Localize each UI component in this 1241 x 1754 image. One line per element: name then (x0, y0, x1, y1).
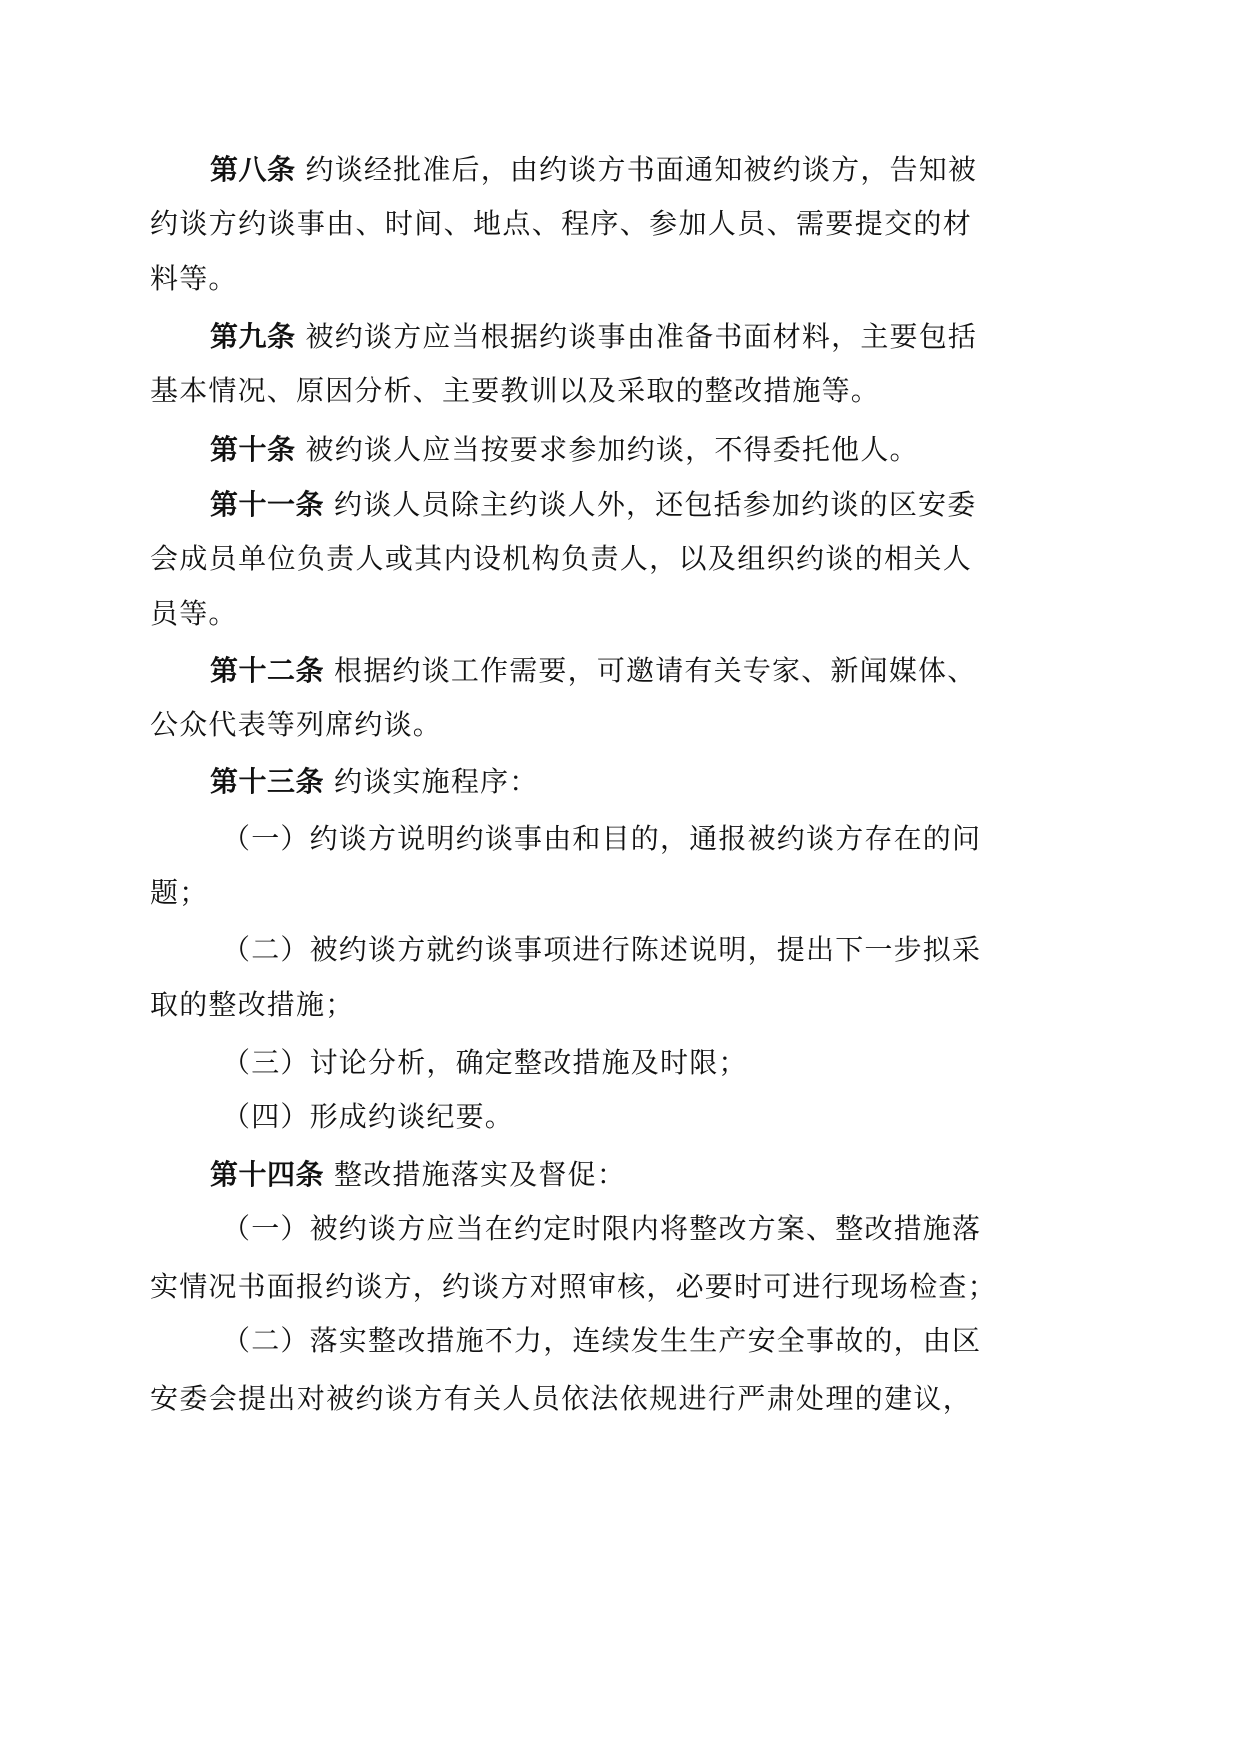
paragraph-text: 根据约谈工作需要，可邀请有关专家、新闻媒体、 (334, 654, 977, 687)
article-9-line-1 (210, 317, 978, 357)
paragraph-text: 约谈人员除主约谈人外，还包括参加约谈的区安委 (334, 488, 977, 521)
article-13-item-1-line-1 (222, 819, 982, 859)
article-number: 第十二条 (210, 654, 325, 687)
article-14-item-2-line-1 (222, 1321, 982, 1361)
article-8-line-3 (150, 259, 972, 299)
article-13-item-1-line-2 (150, 873, 972, 913)
list-item-text: 安委会提出对被约谈方有关人员依法依规进行严肃处理的建议， (150, 1382, 972, 1415)
article-number: 第八条 (210, 153, 296, 186)
article-11-line-1 (210, 485, 977, 525)
article-12-line-2 (150, 705, 972, 745)
article-10-line-1 (210, 430, 972, 470)
article-11-line-3 (150, 594, 972, 634)
article-14-item-2-line-2 (150, 1379, 972, 1419)
article-12-line-1 (210, 651, 977, 691)
paragraph-text: 约谈经批准后，由约谈方书面通知被约谈方，告知被 (305, 153, 978, 186)
list-item-text: （四）形成约谈纪要。 (222, 1100, 515, 1133)
paragraph-text: 被约谈方应当根据约谈事由准备书面材料，主要包括 (305, 320, 978, 353)
list-item-text: 实情况书面报约谈方，约谈方对照审核，必要时可进行现场检查； (150, 1270, 997, 1303)
article-11-line-2 (150, 539, 972, 579)
paragraph-text: 约谈实施程序： (334, 765, 539, 798)
article-number: 第十三条 (210, 765, 325, 798)
article-14-item-1-line-2 (150, 1267, 997, 1307)
paragraph-text: 约谈方约谈事由、时间、地点、程序、参加人员、需要提交的材 (150, 207, 972, 240)
paragraph-text: 整改措施落实及督促： (334, 1158, 627, 1191)
article-13-item-3 (222, 1043, 972, 1083)
list-item-text: （一）约谈方说明约谈事由和目的，通报被约谈方存在的问 (222, 822, 982, 855)
article-13-line-1 (210, 762, 972, 802)
paragraph-text: 公众代表等列席约谈。 (150, 708, 443, 741)
article-14-line-1 (210, 1155, 972, 1195)
article-8-line-1 (210, 150, 978, 190)
list-item-text: 题； (150, 876, 209, 909)
list-item-text: （一）被约谈方应当在约定时限内将整改方案、整改措施落 (222, 1212, 982, 1245)
article-number: 第九条 (210, 320, 296, 353)
paragraph-text: 料等。 (150, 262, 238, 295)
article-8-line-2 (150, 204, 972, 244)
paragraph-text: 基本情况、原因分析、主要教训以及采取的整改措施等。 (150, 374, 881, 407)
list-item-text: 取的整改措施； (150, 988, 355, 1021)
article-14-item-1-line-1 (222, 1209, 982, 1249)
paragraph-text: 会成员单位负责人或其内设机构负责人，以及组织约谈的相关人 (150, 542, 972, 575)
list-item-text: （二）被约谈方就约谈事项进行陈述说明，提出下一步拟采 (222, 933, 982, 966)
article-13-item-2-line-2 (150, 985, 972, 1025)
list-item-text: （二）落实整改措施不力，连续发生生产安全事故的，由区 (222, 1324, 982, 1357)
article-13-item-4 (222, 1097, 972, 1137)
article-number: 第十一条 (210, 488, 325, 521)
article-number: 第十四条 (210, 1158, 325, 1191)
article-13-item-2-line-1 (222, 930, 982, 970)
list-item-text: （三）讨论分析，确定整改措施及时限； (222, 1046, 748, 1079)
paragraph-text: 被约谈人应当按要求参加约谈，不得委托他人。 (305, 433, 919, 466)
article-9-line-2 (150, 371, 972, 411)
article-number: 第十条 (210, 433, 296, 466)
paragraph-text: 员等。 (150, 597, 238, 630)
